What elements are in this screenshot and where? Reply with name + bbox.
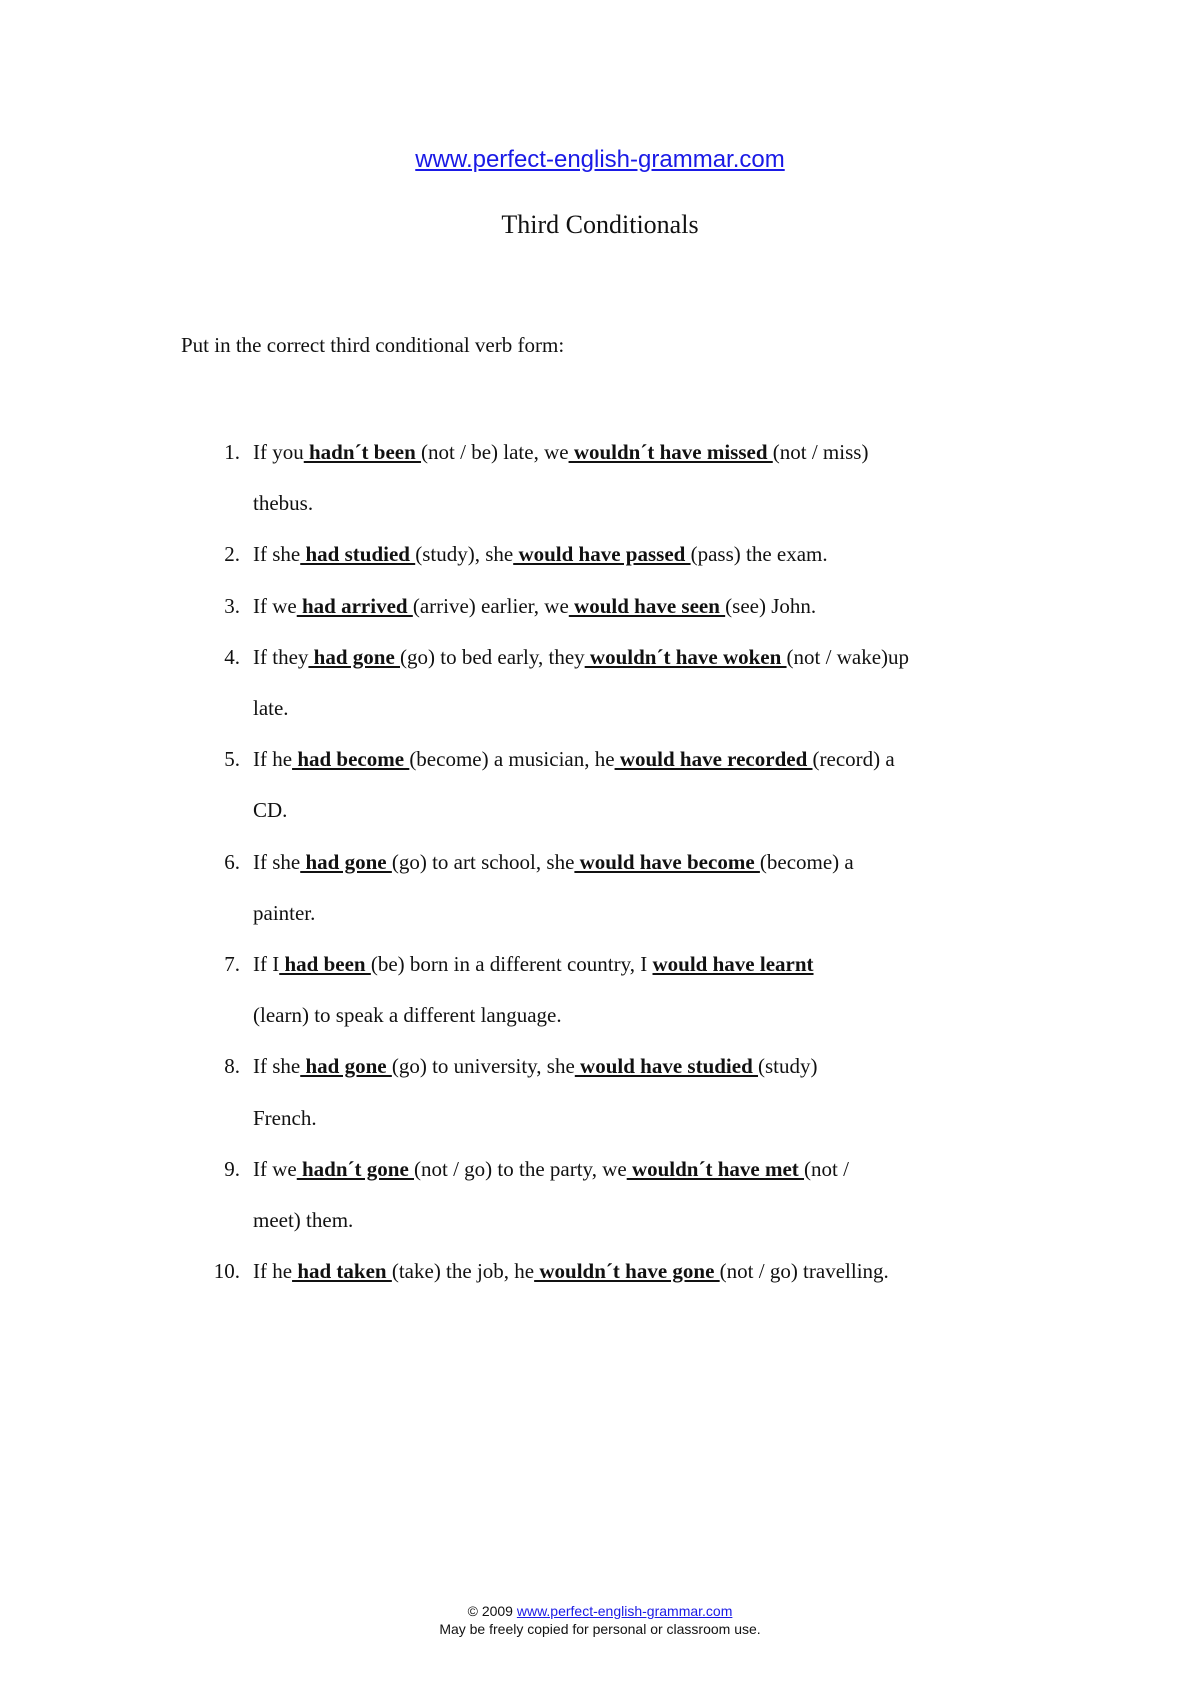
- exercise-line: [253, 440, 868, 465]
- exercise-number: 10.: [213, 1259, 240, 1284]
- answer-text: wouldn´t have gone: [534, 1259, 720, 1284]
- answer-text: wouldn´t have woken: [584, 644, 787, 669]
- site-link[interactable]: www.perfect-english-grammar.com: [415, 146, 785, 173]
- answer-text: would have recorded: [614, 747, 813, 772]
- exercise-number: 4.: [224, 644, 240, 669]
- sentence-text: (become) a musician, he: [409, 747, 615, 772]
- sentence-text: If we: [253, 1156, 297, 1181]
- exercise-number: 3.: [224, 593, 240, 618]
- sentence-text: (not / wake)up: [786, 644, 910, 669]
- sentence-text: meet) them.: [253, 1208, 354, 1232]
- answer-text: had taken: [292, 1259, 392, 1284]
- sentence-text: (record) a: [812, 747, 895, 772]
- sentence-text: (study), she: [415, 542, 514, 567]
- sentence-text: CD.: [253, 798, 288, 823]
- exercise-line: [253, 594, 816, 619]
- sentence-text: (go) to university, she: [391, 1054, 575, 1079]
- exercise-line: [253, 491, 313, 516]
- exercise-line: [253, 952, 814, 977]
- exercise-number: 2.: [224, 542, 240, 567]
- sentence-text: (take) the job, he: [391, 1259, 535, 1284]
- answer-text: hadn´t been: [303, 440, 422, 464]
- sentence-text: (become) a: [759, 849, 854, 874]
- sentence-text: (be) born in a different country, I: [370, 952, 653, 976]
- answer-text: would have learnt: [652, 952, 814, 976]
- exercise-number: 8.: [224, 1054, 240, 1079]
- exercise-line: [253, 1054, 818, 1079]
- sentence-text: (learn) to speak a different language.: [253, 1003, 562, 1028]
- sentence-text: painter.: [253, 900, 316, 925]
- sentence-text: If she: [253, 849, 301, 874]
- exercise-line: [253, 747, 895, 772]
- sentence-text: (study): [758, 1054, 818, 1079]
- answer-text: had become: [292, 747, 410, 772]
- exercise-line: [253, 901, 315, 926]
- exercise-number: 5.: [224, 747, 240, 772]
- exercise-line: [253, 645, 909, 670]
- answer-text: had been: [279, 952, 371, 976]
- exercise-line: [253, 1106, 317, 1131]
- footer-copyright: © 2009: [467, 1603, 513, 1619]
- sentence-text: If they: [253, 644, 309, 669]
- sentence-text: If she: [253, 542, 301, 567]
- answer-text: would have passed: [513, 542, 691, 567]
- exercise-line: [253, 696, 289, 721]
- sentence-text: (not / be) late, we: [421, 440, 569, 464]
- sentence-text: (not / go) travelling.: [719, 1259, 889, 1284]
- sentence-text: If you: [253, 440, 304, 464]
- sentence-text: If he: [253, 1259, 293, 1284]
- answer-text: wouldn´t have met: [626, 1156, 805, 1181]
- sentence-text: If she: [253, 1054, 301, 1079]
- answer-text: would have become: [574, 849, 760, 874]
- exercise-line: [253, 850, 854, 875]
- sentence-text: (not / go) to the party, we: [414, 1156, 627, 1181]
- exercise-number: 1.: [224, 440, 240, 464]
- footer-note: May be freely copied for personal or classroom use.: [439, 1621, 761, 1637]
- exercise-number: 6.: [224, 849, 240, 874]
- sentence-text: (go) to art school, she: [391, 849, 575, 874]
- answer-text: wouldn´t have missed: [568, 440, 773, 464]
- exercise-line: [253, 1003, 562, 1028]
- sentence-text: thebus.: [253, 491, 314, 516]
- sentence-text: (go) to bed early, they: [400, 644, 585, 669]
- sentence-text: (pass) the exam.: [690, 542, 828, 567]
- answer-text: had gone: [300, 1054, 392, 1079]
- sentence-text: (not / miss): [772, 440, 869, 464]
- sentence-text: French.: [253, 1105, 317, 1130]
- sentence-text: If I: [253, 952, 280, 976]
- page-title: Third Conditionals: [501, 210, 699, 239]
- exercise-line: [253, 542, 828, 567]
- exercise-number: 7.: [224, 952, 240, 976]
- sentence-text: late.: [253, 696, 289, 720]
- exercise-line: [253, 1259, 889, 1284]
- answer-text: would have seen: [568, 593, 726, 618]
- sentence-text: (see) John.: [725, 593, 817, 618]
- sentence-text: If he: [253, 747, 293, 772]
- footer-copyright-line: [0, 1602, 1200, 1620]
- answer-text: had gone: [308, 644, 401, 669]
- answer-text: would have studied: [574, 1054, 759, 1079]
- exercise-number: 9.: [224, 1156, 240, 1181]
- exercise-line: [253, 1157, 849, 1182]
- footer-link[interactable]: www.perfect-english-grammar.com: [516, 1603, 733, 1619]
- instruction-text: Put in the correct third conditional verb form:: [181, 333, 565, 357]
- footer: [0, 1602, 1200, 1638]
- sentence-text: If we: [253, 593, 297, 618]
- sentence-text: (not /: [804, 1156, 849, 1181]
- exercise-line: [253, 798, 287, 823]
- answer-text: had studied: [300, 542, 416, 567]
- answer-text: hadn´t gone: [296, 1156, 415, 1181]
- answer-text: had arrived: [296, 593, 413, 618]
- exercise-line: [253, 1208, 353, 1233]
- answer-text: had gone: [300, 849, 392, 874]
- sentence-text: (arrive) earlier, we: [412, 593, 569, 618]
